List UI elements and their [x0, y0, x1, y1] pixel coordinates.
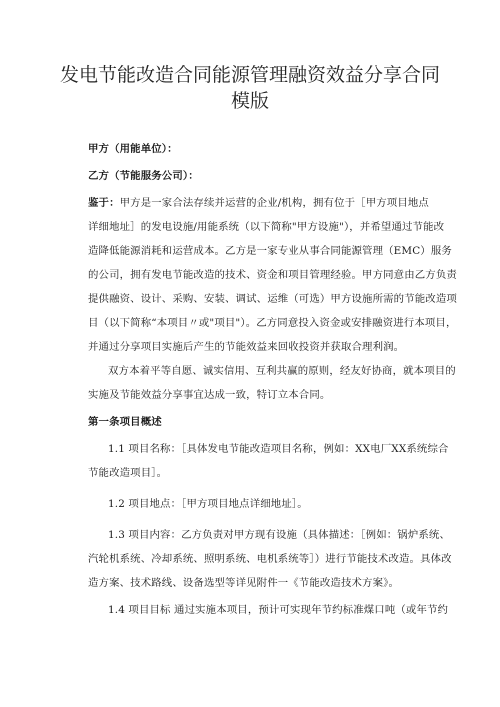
title-line-2: 模版 — [230, 90, 269, 112]
clause-1-1-line-2: 节能改造项目］。 — [88, 467, 168, 479]
recital-line-5: 提供融资、设计、采购、安装、调试、运维（可选）甲方设施所需的节能改造项 — [88, 293, 457, 305]
clause-1-3-line-1: 1.3 项目内容：乙方负责对甲方现有设施（具体描述：［例如：锅炉系统、 — [108, 529, 450, 541]
recital-line-7: 并通过分享项目实施后产生的节能效益来回收投资并获取合理利润。 — [88, 341, 405, 353]
recital-line-4: 的公司，拥有发电节能改造的技术、资金和项目管理经验。甲方同意由乙方负责 — [88, 269, 457, 281]
agreement-line-2: 实施及节能效益分享事宜达成一致，特订立本合同。 — [88, 389, 331, 401]
recital-line-1 — [88, 196, 429, 210]
clause-1-2: 1.2 项目地点：［甲方项目地点详细地址］。 — [108, 498, 308, 510]
article-1-heading: 第一条项目概述 — [88, 416, 162, 428]
clause-1-3-line-3: 造方案、技术路线、设备选型等详见附件一《节能改造技术方案》。 — [88, 577, 400, 589]
agreement-line-1: 双方本着平等自愿、诚实信用、互利共赢的原则，经友好协商，就本项目的 — [108, 365, 456, 377]
title-line-1: 发电节能改造合同能源管理融资效益分享合同 — [59, 64, 440, 86]
party-a-label: 甲方（用能单位）： — [88, 143, 178, 155]
party-b-label: 乙方（节能服务公司）： — [88, 170, 199, 182]
recital-line-2: 详细地址］的发电设施/用能系统（以下简称"甲方设施"），并希望通过节能改 — [88, 221, 445, 233]
recital-lead: 鉴于： — [88, 197, 120, 209]
recital-line-3: 造降低能源消耗和运营成本。乙方是一家专业从事合同能源管理（EMC）服务 — [88, 245, 452, 257]
document-title — [40, 62, 460, 114]
recital-line-6: 目（以下简称“本项目〃或"项目"）。乙方同意投入资金或安排融资进行本项目， — [88, 317, 457, 329]
recital-line-1-text: 甲方是一家合法存续并运营的企业/机构，拥有位于［甲方项目地点 — [119, 197, 429, 209]
clause-1-1-line-1: 1.1 项目名称：［具体发电节能改造项目名称，例如：XX电厂XX系统综合 — [108, 443, 449, 455]
clause-1-4-line-1: 1.4 项目目标 通过实施本项目，预计可实现年节约标准煤口吨（或年节约 — [108, 604, 449, 616]
clause-1-3-line-2: 汽轮机系统、冷却系统、照明系统、电机系统等］）进行节能技术改造。具体改 — [88, 553, 452, 565]
